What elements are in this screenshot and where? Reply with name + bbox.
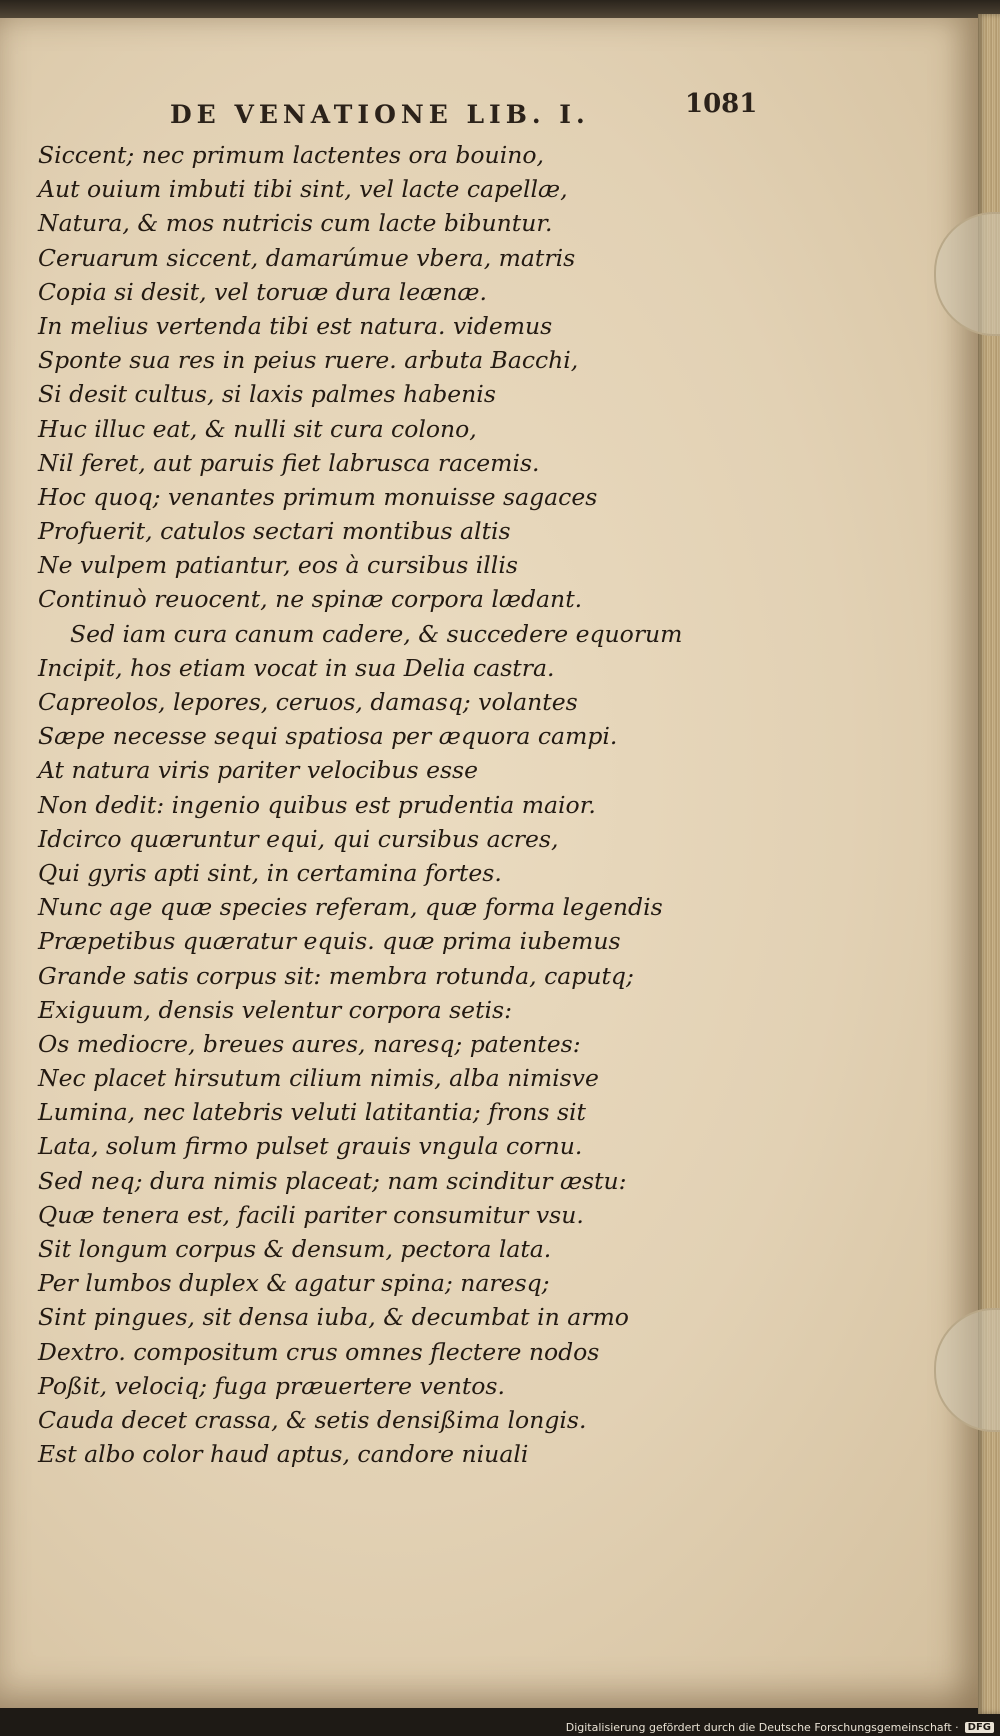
verse-line: Lumina, nec latebris veluti latitantia; frons sit <box>38 1098 586 1127</box>
verse-line: Os mediocre, breues aures, naresq; patentes: <box>38 1029 581 1058</box>
verse-line: Præpetibus quæratur equis. quæ prima iubemus <box>38 927 621 956</box>
verse-line: Est albo color haud aptus, candore niuali <box>38 1440 529 1469</box>
verse-line: Exiguum, densis velentur corpora setis: <box>38 995 513 1024</box>
verse-line: Poßit, velociq; fuga præuertere ventos. <box>38 1371 505 1400</box>
verse-line: Sponte sua res in peius ruere. arbuta Bacchi, <box>38 346 579 375</box>
verse-line: Nunc age quæ species referam, quæ forma legendis <box>38 893 663 922</box>
verse-line: Sed neq; dura nimis placeat; nam scinditur æstu: <box>38 1166 627 1195</box>
verse-line: Quæ tenera est, facili pariter consumitur vsu. <box>38 1200 584 1229</box>
verse-line: Qui gyris apti sint, in certamina fortes. <box>38 858 502 887</box>
verse-line: Profuerit, catulos sectari montibus altis <box>38 517 511 546</box>
verse-line: Nec placet hirsutum cilium nimis, alba nimisve <box>38 1064 599 1093</box>
verse-text <box>38 138 698 1471</box>
credit-text: Digitalisierung gefördert durch die Deutsche Forschungsgemeinschaft · <box>565 1721 959 1734</box>
verse-line: Continuò reuocent, ne spinæ corpora lædant. <box>38 585 583 614</box>
verse-line: Incipit, hos etiam vocat in sua Delia castra. <box>38 653 555 682</box>
verse-line: Aut ouium imbuti tibi sint, vel lacte capellæ, <box>38 175 568 204</box>
verse-line: Per lumbos duplex & agatur spina; naresq; <box>38 1269 550 1298</box>
verse-line: Grande satis corpus sit: membra rotunda, caputq; <box>38 961 634 990</box>
page-number: 1081 <box>685 89 758 119</box>
verse-line: Sit longum corpus & densum, pectora lata. <box>38 1235 552 1263</box>
verse-line: Nil feret, aut paruis fiet labrusca racemis. <box>38 448 540 477</box>
verse-line: Copia si desit, vel toruæ dura leænæ. <box>38 277 487 306</box>
verse-line: Hoc quoq; venantes primum monuisse sagaces <box>38 482 598 511</box>
verse-line: Sed iam cura canum cadere, & succedere equorum <box>70 619 683 648</box>
verse-line: At natura viris pariter velocibus esse <box>38 756 479 785</box>
running-head: DE VENATIONE LIB. I. <box>170 100 590 129</box>
verse-line: Idcirco quæruntur equi, qui cursibus acres, <box>38 824 559 853</box>
verse-line: Siccent; nec primum lactentes ora bouino, <box>38 141 544 169</box>
verse-line: Dextro. compositum crus omnes flectere nodos <box>38 1337 600 1366</box>
verse-line: Ne vulpem patiantur, eos à cursibus illis <box>38 551 518 580</box>
digitization-credit <box>566 1721 994 1734</box>
verse-line: Sint pingues, sit densa iuba, & decumbat in armo <box>38 1303 629 1332</box>
verse-line: Cauda decet crassa, & setis densißima longis. <box>38 1405 587 1434</box>
verse-line: Si desit cultus, si laxis palmes habenis <box>38 380 496 409</box>
verse-line: Ceruarum siccent, damarúmue vbera, matris <box>38 243 576 272</box>
verse-line: Sæpe necesse sequi spatiosa per æquora campi. <box>38 722 618 751</box>
verse-line: In melius vertenda tibi est natura. videmus <box>38 311 553 340</box>
verse-line: Lata, solum firmo pulset grauis vngula cornu. <box>38 1132 583 1161</box>
dfg-logo: DFG <box>965 1722 994 1733</box>
verse-line: Non dedit: ingenio quibus est prudentia maior. <box>38 790 596 819</box>
verse-line: Capreolos, lepores, ceruos, damasq; volantes <box>38 688 578 716</box>
verse-line: Huc illuc eat, & nulli sit cura colono, <box>38 414 477 443</box>
verse-line: Natura, & mos nutricis cum lacte bibuntur. <box>38 209 553 238</box>
